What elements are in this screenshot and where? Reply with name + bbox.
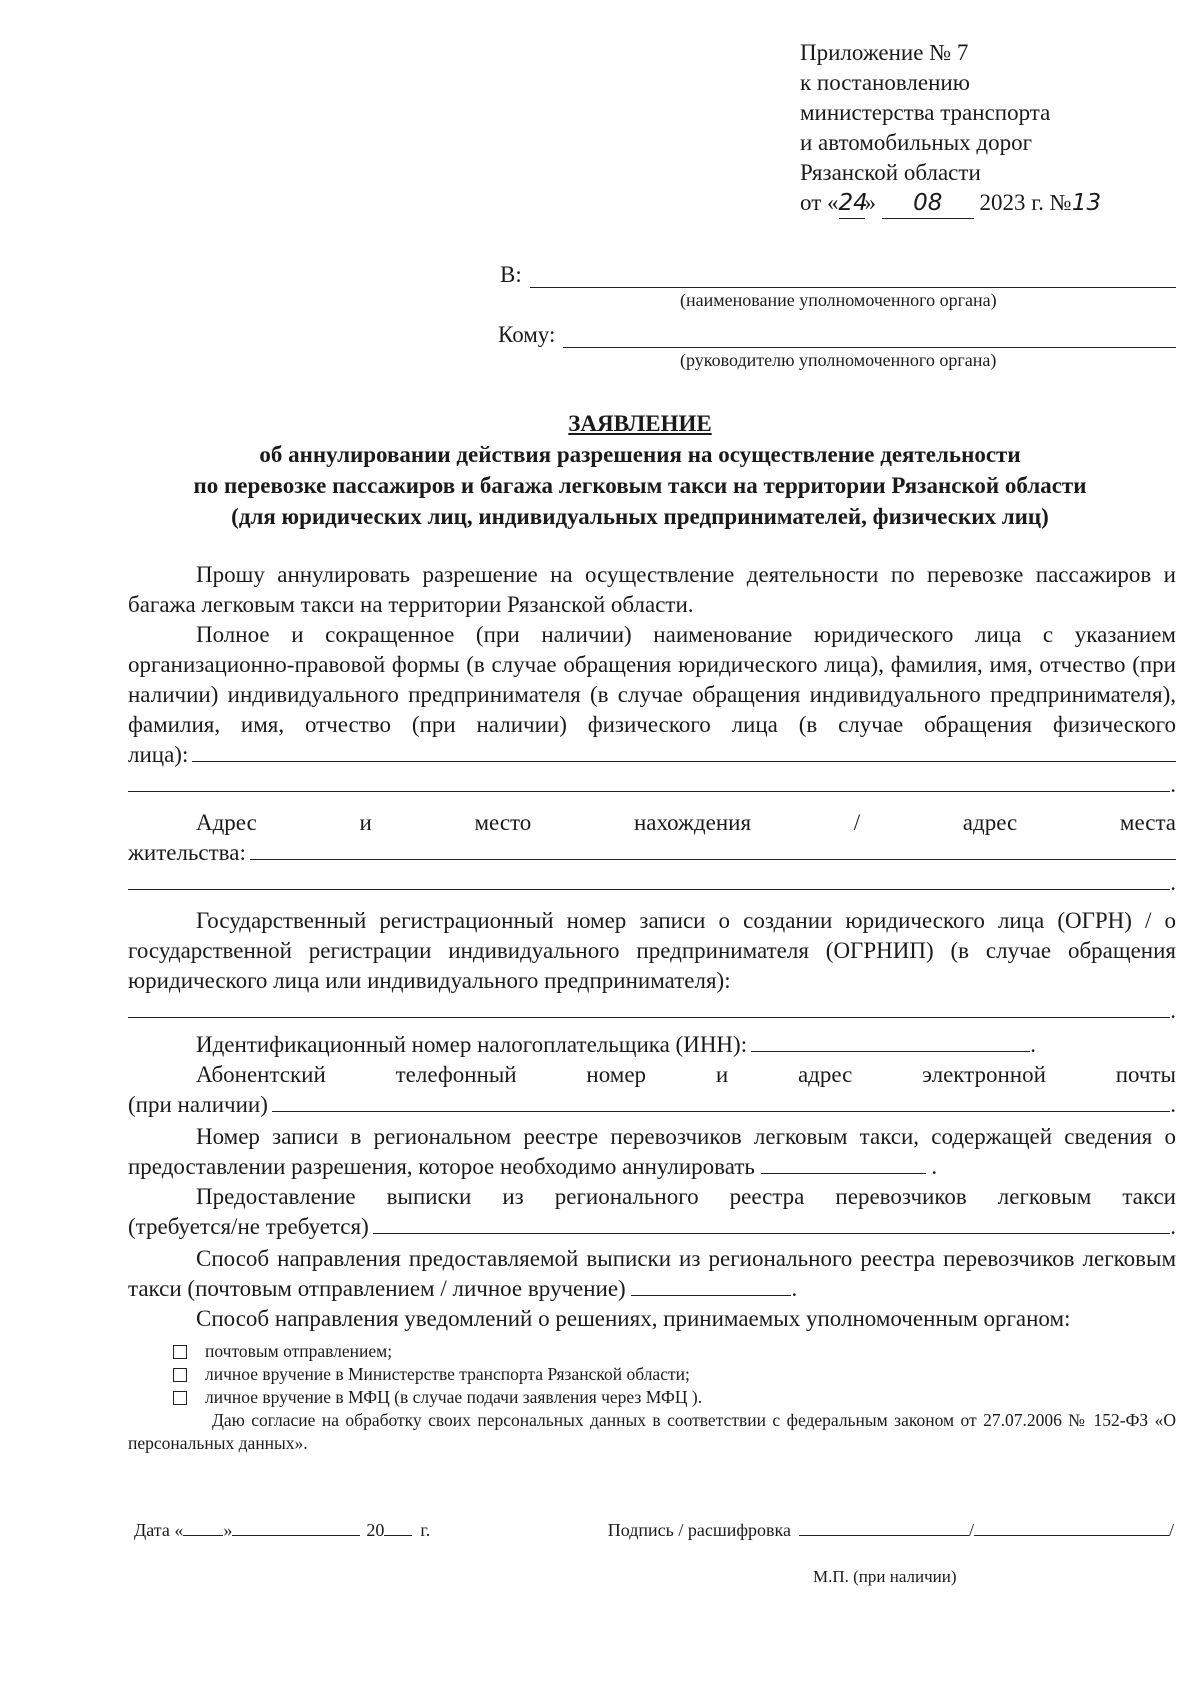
title-line-3: по перевозке пассажиров и багажа легковым такси на территории Рязанской области (193, 473, 1087, 498)
date-day-close: » (864, 190, 876, 215)
appendix-date-line (800, 188, 1160, 219)
inn-label: Идентификационный номер налогоплательщика (ИНН): (196, 1032, 748, 1057)
date-label: Дата « (134, 1520, 184, 1540)
to-row (500, 262, 1176, 288)
paragraph-extract: Предоставление выписки из регионального реестра перевозчиков легковым такси (196, 1184, 1176, 1209)
signature-slash-end: / (1168, 1520, 1174, 1540)
whom-field[interactable] (563, 323, 1176, 348)
appendix-line-4: и автомобильных дорог (800, 130, 1033, 155)
date-mid: » (223, 1520, 233, 1540)
paragraph-registry-number (128, 1122, 1176, 1182)
to-field[interactable] (530, 263, 1176, 288)
applicant-name-row (128, 740, 1176, 770)
option-postal-label: почтовым отправлением; (205, 1341, 393, 1361)
period: . (931, 1154, 938, 1179)
appendix-header (800, 38, 1160, 219)
checkbox[interactable] (173, 1345, 187, 1359)
year-label: 20 (366, 1520, 385, 1540)
whom-row (498, 322, 1176, 348)
address-row-2 (128, 868, 1176, 898)
paragraph-applicant-name: Полное и сокращенное (при наличии) наименование юридического лица с указанием организационно-правовой формы (в случае обращения юридического лица), фамилия, имя, отчество (при наличии) индивидуального предпринимателя (в случае обращения индивидуального предпринимателя), фамилия, имя, отчество (при наличии) физического лица (в случае обращения физического (128, 622, 1176, 737)
signature-field-group (608, 1520, 1174, 1541)
signature-label: Подпись / расшифровка (607, 1520, 791, 1540)
checkbox[interactable] (173, 1368, 187, 1382)
application-body (128, 560, 1176, 1455)
registry-number-field[interactable] (761, 1155, 926, 1174)
title-heading: ЗАЯВЛЕНИЕ (568, 411, 712, 436)
paragraph-request: Прошу аннулировать разрешение на осуществление деятельности по перевозке пассажиров и багажа легковым такси на территории Рязанской области. (128, 562, 1176, 617)
date-month-field[interactable] (232, 1521, 360, 1536)
option-ministry-label: личное вручение в Министерстве транспорта Рязанской области; (205, 1364, 690, 1384)
date-prefix: от « (800, 190, 839, 215)
paragraph-extract-delivery (128, 1244, 1176, 1304)
to-label: В: (500, 262, 522, 287)
date-year-number-label: 2023 г. № (979, 190, 1072, 215)
to-caption: (наименование уполномоченного органа) (680, 290, 997, 310)
address-label: жительства: (128, 840, 246, 865)
stamp-label: М.П. (при наличии) (813, 1567, 957, 1586)
document-title (90, 408, 1190, 532)
notification-options (173, 1340, 1176, 1409)
title-line-4: (для юридических лиц, индивидуальных предпринимателей, физических лиц) (231, 504, 1049, 529)
paragraph-ogrn: Государственный регистрационный номер записи о создании юридического лица (ОГРН) / о государственной регистрации индивидуального предпринимателя (ОГРНИП) (в случае обращения юридического лица или индивидуального предпринимателя): (128, 908, 1176, 993)
extract-delivery-text: Способ направления предоставляемой выписки из регионального реестра перевозчиков легковым такси (почтовым отправлением / личное вручение) (128, 1246, 1176, 1301)
period: . (1170, 1214, 1176, 1239)
registry-number-text: Номер записи в региональном реестре перевозчиков легковым такси, содержащей сведения о предоставлении разрешения, которое необходимо аннулировать (128, 1124, 1176, 1179)
inn-field[interactable] (751, 1033, 1030, 1052)
appendix-line-3: министерства транспорта (800, 100, 1051, 125)
signature-decoding-field[interactable] (974, 1521, 1169, 1536)
option-mfc-label: личное вручение в МФЦ (в случае подачи заявления через МФЦ ). (205, 1387, 703, 1407)
extract-field[interactable] (373, 1215, 1170, 1234)
inn-row (128, 1030, 1176, 1060)
extract-label: (требуется/не требуется) (128, 1214, 369, 1239)
phone-email-label: (при наличии) (128, 1092, 268, 1117)
period: . (791, 1276, 798, 1301)
ogrn-field[interactable] (128, 999, 1170, 1018)
paragraph-notification-method: Способ направления уведомлений о решениях, принимаемых уполномоченным органом: (196, 1306, 1071, 1331)
signature-field[interactable] (799, 1521, 969, 1536)
address-row (128, 838, 1176, 868)
extract-row (128, 1212, 1176, 1242)
applicant-name-field-2[interactable] (128, 773, 1170, 792)
period: . (1030, 1032, 1036, 1057)
whom-label: Кому: (498, 322, 556, 347)
handwritten-number: 13 (1071, 190, 1102, 216)
address-field[interactable] (250, 841, 1176, 860)
option-ministry[interactable] (173, 1363, 1176, 1386)
applicant-name-label: лица): (128, 742, 189, 767)
period: . (1170, 1092, 1176, 1117)
handwritten-month: 08 (882, 188, 974, 219)
phone-email-row (128, 1090, 1176, 1120)
date-year-field[interactable] (384, 1521, 412, 1536)
extract-delivery-field[interactable] (631, 1277, 791, 1296)
applicant-name-row-2 (128, 770, 1176, 800)
period: . (1170, 998, 1176, 1023)
title-line-2: об аннулировании действия разрешения на осуществление деятельности (259, 442, 1021, 467)
signature-slash: / (968, 1520, 974, 1540)
paragraph-phone-email: Абонентский телефонный номер и адрес электронной почты (196, 1062, 1176, 1087)
year-suffix: г. (420, 1520, 431, 1540)
appendix-line-2: к постановлению (800, 70, 970, 95)
handwritten-day: 24 (839, 188, 865, 219)
consent-text: Даю согласие на обработку своих персональных данных в соответствии с федеральным законом от 27.07.2006 № 152-ФЗ «О персональных данных». (128, 1410, 1176, 1453)
signature-row (134, 1520, 1174, 1541)
period: . (1170, 870, 1176, 895)
appendix-line-5: Рязанской области (800, 160, 981, 185)
paragraph-address: Адрес и место нахождения / адрес места (196, 810, 1176, 835)
whom-caption: (руководителю уполномоченного органа) (680, 350, 997, 370)
option-postal[interactable] (173, 1340, 1176, 1363)
appendix-line-1: Приложение № 7 (800, 40, 969, 65)
option-mfc[interactable] (173, 1386, 1176, 1409)
date-field-group (134, 1520, 430, 1541)
checkbox[interactable] (173, 1391, 187, 1405)
period: . (1170, 772, 1176, 797)
date-day-field[interactable] (183, 1521, 223, 1536)
phone-email-field[interactable] (272, 1093, 1170, 1112)
applicant-name-field[interactable] (192, 743, 1176, 762)
address-field-2[interactable] (128, 871, 1170, 890)
ogrn-row (128, 996, 1176, 1026)
